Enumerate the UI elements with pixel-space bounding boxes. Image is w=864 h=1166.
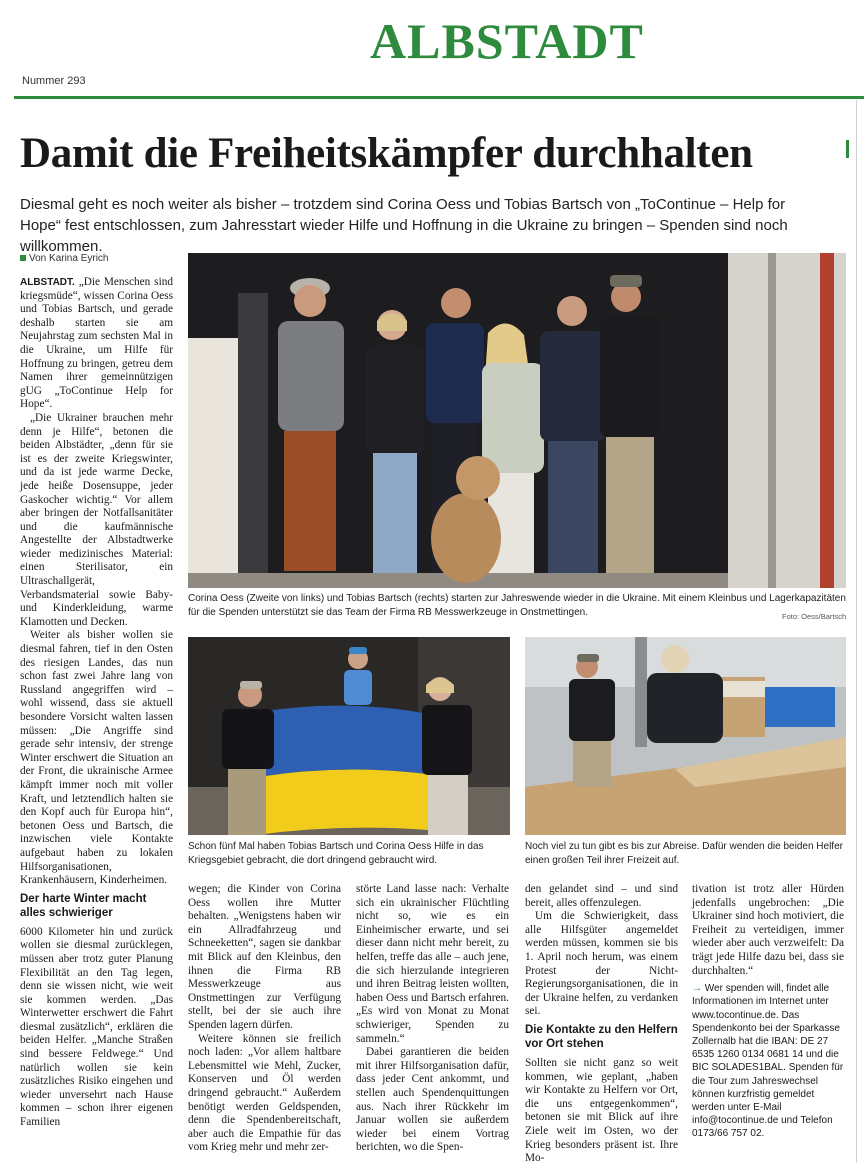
photo-credit: Foto: Oess/Bartsch xyxy=(782,612,847,621)
main-photo-caption: Corina Oess (Zweite von links) und Tobias Bartsch (rechts) starten zur Jahreswende wieder in die Ukraine. Mit einem Kleinbus und Lagerkapazitäten für die Spenden unterstützt sie das Team der Firma RB Messwerkzeuge in Onstmettingen. xyxy=(188,593,846,618)
paragraph: Dabei garantieren die beiden mit ihrer Hilfsorganisation dafür, dass jeder Cent ankommt, und stellen auch Spendenquittungen aus. Nach ihrer Rückkehr im Januar wollen sie außerdem wieder bei einem Vortrag berichten, wo die Spen- xyxy=(356,1046,509,1154)
packing-photo-caption: Noch viel zu tun gibt es bis zur Abreise. Dafür wenden die beiden Helfer einen großen Teil ihrer Freizeit auf. xyxy=(525,841,843,866)
masthead: ALBSTADT xyxy=(370,13,644,69)
ukraine-flag-photo-illustration xyxy=(188,637,510,835)
paragraph: ALBSTADT. „Die Menschen sind kriegsmüde“, wissen Corina Oess und Tobias Bartsch, und gerade deshalb starten sie am Neujahrstag zum sechsten Mal in die Ukraine, um Hilfe für Hoffnung zu bringen, getreu dem Namen ihrer gemeinnützigen gUG „ToContinue Help for Hope“. xyxy=(20,276,174,411)
paragraph: Um die Schwierigkeit, dass alle Hilfsgüter angemeldet werden müssen, kommen sie bis 1. April noch herum, was einem Protest der Nicht-Regierungsorganisationen, die in der Ukraine helfen, zu verdanken sei. xyxy=(525,910,678,1018)
main-photo xyxy=(188,253,846,588)
article-column-4 xyxy=(525,883,678,1166)
subheading: Der harte Winter macht alles schwieriger xyxy=(20,892,147,919)
flag-photo xyxy=(188,637,510,835)
byline xyxy=(20,253,109,264)
paragraph: störte Land lasse nach: Verhalte sich ein ukrainischer Flüchtling nicht so, wie es ein Einheimischer erwarte, und sei dieser dann nicht mehr bereit, zu helfen, treffe das alle – auch jene, die sich hierzulande integrieren und ihren Beitrag leisten wollten, haben Oess und Bartsch erfahren. „Es wird von Monat zu Monat schwieriger, Spenden zu sammeln.“ xyxy=(356,883,509,1045)
adjacent-column-edge xyxy=(846,100,864,1163)
headline: Damit die Freiheitskämpfer durchhalten xyxy=(20,130,753,177)
donation-text: Wer spenden will, findet alle Informationen im Internet unter www.tocontinue.de. Das Spendenkonto bei der Sparkasse Zollernalb hat die IBAN: DE 27 6535 1260 0134 0681 14 und die BIC SOLADES1BAL. Spenden für die Tour zum Jahreswechsel können kurzfristig gemeldet werden unter E-Mail info@tocontinue.de und Telefon 0173/66 757 02. xyxy=(692,983,844,1140)
paragraph: Weitere können sie freilich noch laden: „Vor allem haltbare Lebensmittel wie Mehl, Zucker, Konserven und Öl werden dringend gebraucht.“ Außerdem benötigt werden Geldspenden, denn die Spendenbereitschaft, aber auch die Empathie für das vom Krieg mehr und mehr zer- xyxy=(188,1032,341,1154)
paragraph: wegen; die Kinder von Corina Oess wollen ihre Mutter behalten. „Wenigstens haben wir ein Allradfahrzeug und Schneeketten“, sagen sie dankbar mit Blick auf den Kleinbus, den ihnen die Firma RB Messwerkzeuge aus Onstmettingen zur Verfügung stellt, bei der sie auch ihre Spenden lagern dürfen. xyxy=(188,883,341,1031)
issue-number: Nummer 293 xyxy=(22,75,86,87)
dateline: ALBSTADT. xyxy=(20,277,75,288)
arrow-icon: → xyxy=(692,983,702,995)
paragraph: „Die Ukrainer brauchen mehr denn je Hilfe“, betonen die beiden Albstädter, „denn für sie ist es der zweite Kriegswinter, und da ist jede warme Decke, jede heiße Dosensuppe, jeder Gaskocher wichtig.“ Vor allem aber bringen der Notfallsanitäter und die kaufmännische Angestellte der Albstadtwerke wieder medizinisches Material: einen Sterilisator, ein Ultraschallgerät, Verbandsmaterial sowie Baby- und Kinderkleidung, warme Klamotten und Decken. xyxy=(20,411,173,628)
paragraph: Sollten sie nicht ganz so weit kommen, wie geplant, „haben wir Kontakte zu Helfern vor Ort, die uns entgegenkommen“, betonen sie mit Blick auf ihre Ziele weit im Osten, wo der Krieg besonders präsent ist. Ihre Mo- xyxy=(525,1056,678,1165)
paragraph: Weiter als bisher wollen sie diesmal fahren, tief in den Osten des riesigen Landes, das nun schon fast zwei Jahre lang von Russland angegriffen wird – wohl wissend, dass sie aktuell besondere Vorsicht walten lassen müssen: „Die Angriffe sind gerade sehr intensiv, der strenge Winter erschwert die Situation an der Front, die ukrainische Armee kämpft immer noch mit voller Kraft, und letztendlich halten sie den Kopf auch für Europa hin“, betonen Oess und Bartsch, die inzwischen viele Kontakte aufgebaut haben zu lokalen Hilfsorganisationen, Krankenhäusern, Kinderheimen. xyxy=(20,629,173,887)
subheading: Die Kontakte zu den Helfern vor Ort stehen xyxy=(525,1023,678,1050)
packing-photo xyxy=(525,637,846,835)
masthead-rule xyxy=(14,96,864,99)
subhead: Diesmal geht es noch weiter als bisher – trotzdem sind Corina Oess und Tobias Bartsch von „ToContinue – Help for Hope“ fest entschlossen, zum Jahresstart wieder Hilfe und Hoffnung in die Ukraine zu bringen – Spenden sind noch willkommen. xyxy=(20,196,788,255)
flag-photo-caption: Schon fünf Mal haben Tobias Bartsch und Corina Oess Hilfe in das Kriegsgebiet gebracht, die dort dringend gebraucht wird. xyxy=(188,841,484,866)
packing-photo-illustration xyxy=(525,637,846,835)
article-column-3 xyxy=(356,883,509,1155)
article-column-1 xyxy=(20,276,173,1130)
article-column-2 xyxy=(188,883,341,1155)
article-column-5 xyxy=(692,883,844,1141)
paragraph: den gelandet sind – und sind bereit, alles offenzulegen. xyxy=(525,883,678,909)
paragraph: tivation ist trotz aller Hürden jedenfalls ungebrochen: „Die Ukrainer sind hoch motiviert, die Freiheit zu verteidigen, immer wieder aber auch verzweifelt: Da trägt jede Hilfe dazu bei, dass sie durchhalten.“ xyxy=(692,883,844,977)
byline-marker xyxy=(20,255,26,261)
donation-info xyxy=(692,982,844,1140)
group-photo-illustration xyxy=(188,253,846,588)
paragraph: 6000 Kilometer hin und zurück wollen sie diesmal zurücklegen, müssen aber trotz guter Planung Flexibilität an den Tag legen, denn sie wissen nicht, wie weit sie kommen werden. „Das Winterwetter erschwert die Fahrt diesmal zusätzlich“, erklären die beiden Helfer. „Manche Straßen sind bessere Feldwege.“ Und natürlich wollen sie kein zusätzliches Risiko eingehen und wieder unversehrt nach Hause kommen – schon ihrer eigenen Familien xyxy=(20,925,173,1129)
author-name: Von Karina Eyrich xyxy=(29,253,109,264)
